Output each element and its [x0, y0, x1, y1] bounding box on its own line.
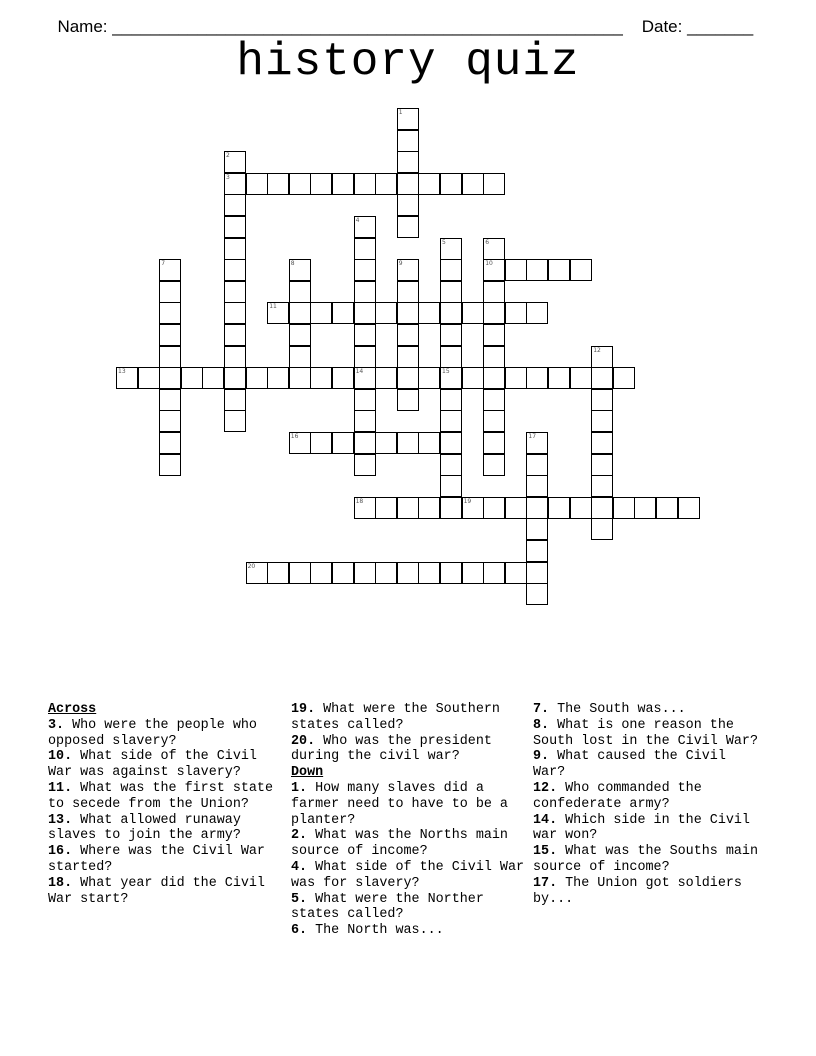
crossword-cell[interactable] — [224, 324, 246, 346]
crossword-cell[interactable] — [591, 518, 613, 540]
crossword-cell[interactable] — [354, 302, 376, 324]
crossword-cell[interactable] — [267, 302, 289, 324]
crossword-cell[interactable] — [462, 173, 484, 195]
crossword-cell[interactable] — [440, 562, 462, 584]
crossword-cell[interactable] — [591, 497, 613, 519]
clue-number: 18 — [355, 497, 364, 505]
clue-number: 3. — [48, 717, 65, 733]
crossword-cell[interactable] — [526, 259, 548, 281]
crossword-cell[interactable] — [591, 346, 613, 368]
crossword-cell[interactable] — [418, 497, 440, 519]
date-field-line[interactable]: _______ — [687, 17, 754, 36]
crossword-cell[interactable] — [354, 410, 376, 432]
name-label: Name: — [57, 17, 113, 36]
crossword-cell[interactable] — [289, 173, 311, 195]
crossword-cell[interactable] — [440, 432, 462, 454]
crossword-cell[interactable] — [332, 562, 354, 584]
down-heading: Down — [291, 765, 324, 781]
crossword-cell[interactable] — [483, 281, 505, 303]
across-clue — [48, 876, 278, 908]
crossword-cell[interactable] — [267, 367, 289, 389]
crossword-cell[interactable] — [375, 302, 397, 324]
clue-text: Who were the people who opposed slavery? — [48, 717, 257, 749]
crossword-cell[interactable] — [332, 173, 354, 195]
crossword-cell[interactable] — [656, 497, 678, 519]
clue-text: What is one reason the South lost in the Civil War? — [533, 717, 758, 749]
crossword-cell[interactable] — [332, 367, 354, 389]
crossword-cell[interactable] — [397, 108, 419, 130]
clue-text: The Union got soldiers by... — [533, 875, 742, 907]
crossword-cell[interactable] — [397, 346, 419, 368]
clue-number: 18. — [48, 875, 73, 891]
clue-text: Who was the president during the civil war? — [291, 733, 492, 765]
clue-number: 12 — [593, 346, 601, 354]
page-title: history quiz — [236, 36, 580, 88]
crossword-cell[interactable] — [397, 389, 419, 411]
crossword-cell[interactable] — [310, 173, 332, 195]
clue-number: 14. — [533, 812, 558, 828]
crossword-cell[interactable] — [354, 432, 376, 454]
crossword-cell[interactable] — [224, 346, 246, 368]
clue-text: What were the Norther states called? — [291, 891, 484, 923]
clue-text: What year did the Civil War start? — [48, 875, 265, 907]
crossword-cell[interactable] — [440, 389, 462, 411]
crossword-cell[interactable] — [375, 497, 397, 519]
across-clue — [291, 734, 526, 766]
crossword-cell[interactable] — [159, 454, 181, 476]
clue-number: 16 — [290, 433, 299, 440]
down-clue — [291, 781, 526, 828]
crossword-cell[interactable] — [548, 497, 570, 519]
crossword-cell[interactable] — [462, 562, 484, 584]
down-clue — [533, 781, 763, 813]
clue-text: What allowed runaway slaves to join the army? — [48, 812, 241, 844]
crossword-cell[interactable] — [483, 562, 505, 584]
crossword-cell[interactable] — [159, 259, 181, 281]
clue-number: 17 — [528, 433, 537, 440]
crossword-cell[interactable] — [591, 367, 613, 389]
clue-number: 11 — [269, 303, 277, 311]
crossword-cell[interactable] — [548, 367, 570, 389]
clue-text: The South was... — [549, 702, 686, 717]
crossword-cell[interactable] — [397, 497, 419, 519]
crossword-cell[interactable] — [483, 367, 505, 389]
clue-number: 2. — [291, 828, 308, 844]
crossword-cell[interactable] — [462, 367, 484, 389]
crossword-cell[interactable] — [397, 367, 419, 389]
crossword-cell[interactable] — [440, 497, 462, 519]
clue-number: 12. — [533, 780, 558, 796]
crossword-cell[interactable] — [354, 173, 376, 195]
crossword-cell[interactable] — [418, 173, 440, 195]
crossword-cell[interactable] — [505, 367, 527, 389]
crossword-cell[interactable] — [570, 259, 592, 281]
clue-number: 4. — [291, 859, 308, 875]
crossword-cell[interactable] — [440, 173, 462, 195]
crossword-cell[interactable] — [526, 540, 548, 562]
clue-number: 13. — [48, 812, 73, 828]
crossword-cell[interactable] — [310, 562, 332, 584]
clue-text: How many slaves did a farmer need to have to be a planter? — [291, 780, 508, 828]
crossword-cell[interactable] — [526, 367, 548, 389]
down-clue — [533, 876, 763, 908]
across-clue — [48, 813, 278, 845]
crossword-cell[interactable] — [591, 454, 613, 476]
clue-text: What was the Souths main source of income? — [533, 844, 759, 875]
clue-number: 6 — [485, 238, 490, 246]
crossword-cell[interactable] — [375, 173, 397, 195]
crossword-cell[interactable] — [224, 302, 246, 324]
crossword-cell[interactable] — [310, 302, 332, 324]
crossword-cell[interactable] — [483, 497, 505, 519]
clue-text: Which side in the Civil war won? — [533, 812, 750, 844]
crossword-cell[interactable] — [354, 216, 376, 238]
across-clue — [48, 718, 278, 750]
clue-number: 14 — [355, 368, 364, 376]
across-clue — [48, 781, 278, 813]
crossword-cell[interactable] — [354, 454, 376, 476]
crossword-cell[interactable] — [246, 367, 268, 389]
crossword-cell[interactable] — [440, 302, 462, 324]
clue-column-2 — [291, 702, 526, 939]
crossword-cell[interactable] — [246, 173, 268, 195]
crossword-cell[interactable] — [613, 497, 635, 519]
crossword-cell[interactable] — [526, 583, 548, 605]
crossword-cell[interactable] — [418, 432, 440, 454]
crossword-cell[interactable] — [332, 432, 354, 454]
clue-number: 17. — [533, 875, 558, 891]
crossword-cell[interactable] — [159, 367, 181, 389]
clue-text: What were the Southern states called? — [291, 702, 500, 733]
down-clue — [291, 923, 526, 939]
crossword-cell[interactable] — [505, 302, 527, 324]
crossword-cell[interactable] — [440, 367, 462, 389]
crossword-cell[interactable] — [591, 389, 613, 411]
crossword-cell[interactable] — [289, 432, 311, 454]
crossword-cell[interactable] — [526, 497, 548, 519]
crossword-cell[interactable] — [202, 367, 224, 389]
name-field-line[interactable]: ______________________________________________________ — [112, 17, 623, 36]
crossword-cell[interactable] — [526, 518, 548, 540]
crossword-cell[interactable] — [418, 367, 440, 389]
crossword-cell[interactable] — [418, 562, 440, 584]
crossword-cell[interactable] — [397, 130, 419, 152]
clue-number: 19. — [291, 702, 316, 717]
down-clue — [533, 702, 763, 718]
clue-number: 5. — [291, 891, 308, 907]
clue-text: What was the Norths main source of income? — [291, 828, 508, 860]
crossword-cell[interactable] — [505, 497, 527, 519]
crossword-cell[interactable] — [159, 389, 181, 411]
crossword-cell[interactable] — [440, 324, 462, 346]
crossword-cell[interactable] — [526, 454, 548, 476]
crossword-cell[interactable] — [354, 259, 376, 281]
crossword-cell[interactable] — [397, 173, 419, 195]
crossword-cell[interactable] — [397, 302, 419, 324]
across-heading: Across — [48, 702, 97, 717]
crossword-cell[interactable] — [224, 194, 246, 216]
crossword-cell[interactable] — [138, 367, 160, 389]
clue-number: 19 — [463, 497, 472, 505]
crossword-cell[interactable] — [440, 454, 462, 476]
crossword-cell[interactable] — [159, 302, 181, 324]
crossword-cell[interactable] — [483, 432, 505, 454]
crossword-cell[interactable] — [483, 389, 505, 411]
crossword-cell[interactable] — [354, 389, 376, 411]
crossword-cell[interactable] — [224, 238, 246, 260]
crossword-cell[interactable] — [375, 562, 397, 584]
crossword-cell[interactable] — [354, 367, 376, 389]
crossword-cell[interactable] — [397, 151, 419, 173]
crossword-cell[interactable] — [440, 410, 462, 432]
clue-number: 8 — [290, 260, 295, 268]
clue-number: 9. — [533, 749, 550, 765]
crossword-cell[interactable] — [483, 410, 505, 432]
clue-text: The North was... — [307, 923, 444, 939]
crossword-cell[interactable] — [224, 281, 246, 303]
clue-number: 13 — [118, 368, 126, 376]
crossword-cell[interactable] — [526, 302, 548, 324]
crossword-cell[interactable] — [289, 367, 311, 389]
clue-number: 6. — [291, 923, 308, 939]
crossword-cell[interactable] — [224, 173, 246, 195]
crossword-cell[interactable] — [224, 151, 246, 173]
crossword-cell[interactable] — [289, 302, 311, 324]
crossword-cell[interactable] — [354, 238, 376, 260]
crossword-cell[interactable] — [397, 259, 419, 281]
crossword-cell[interactable] — [462, 497, 484, 519]
across-clue — [291, 702, 526, 734]
down-clue — [533, 749, 763, 781]
crossword-cell[interactable] — [397, 324, 419, 346]
crossword-cell[interactable] — [289, 259, 311, 281]
clue-number: 10 — [485, 260, 493, 268]
date-label: Date: — [641, 17, 688, 36]
crossword-cell[interactable] — [224, 389, 246, 411]
crossword-cell[interactable] — [505, 259, 527, 281]
clue-number: 20. — [291, 733, 316, 749]
clue-number: 11. — [48, 780, 73, 796]
clue-text: Who commanded the confederate army? — [533, 780, 702, 812]
clue-number: 3 — [226, 173, 230, 181]
crossword-cell[interactable] — [483, 346, 505, 368]
crossword-cell[interactable] — [483, 324, 505, 346]
crossword-cell[interactable] — [224, 367, 246, 389]
crossword-cell[interactable] — [159, 324, 181, 346]
crossword-cell[interactable] — [397, 216, 419, 238]
clue-number: 1 — [398, 109, 403, 116]
down-clue — [533, 718, 763, 750]
clue-column-3 — [533, 702, 763, 907]
crossword-cell[interactable] — [224, 216, 246, 238]
crossword-cell[interactable] — [440, 238, 462, 260]
crossword-cell[interactable] — [591, 475, 613, 497]
crossword-cell[interactable] — [418, 302, 440, 324]
crossword-cell[interactable] — [483, 302, 505, 324]
clue-number: 16. — [48, 844, 73, 860]
crossword-cell[interactable] — [310, 432, 332, 454]
crossword-cell[interactable] — [397, 281, 419, 303]
crossword-cell[interactable] — [570, 367, 592, 389]
crossword-cell[interactable] — [505, 562, 527, 584]
clue-number: 10. — [48, 749, 73, 765]
crossword-cell[interactable] — [354, 562, 376, 584]
crossword-cell[interactable] — [224, 410, 246, 432]
clue-number: 2 — [226, 152, 230, 160]
crossword-cell[interactable] — [181, 367, 203, 389]
clue-text: What side of the Civil War was for slavery? — [291, 859, 525, 891]
crossword-cell[interactable] — [289, 281, 311, 303]
clue-text: What caused the Civil War? — [533, 749, 726, 781]
across-clue — [48, 844, 278, 876]
crossword-cell[interactable] — [526, 562, 548, 584]
clue-number: 20 — [247, 562, 256, 570]
clue-number: 1. — [291, 780, 308, 796]
clue-number: 4 — [355, 217, 360, 224]
clue-number: 15 — [442, 368, 450, 376]
crossword-cell[interactable] — [289, 562, 311, 584]
crossword-cell[interactable] — [440, 475, 462, 497]
clue-number: 15. — [533, 844, 558, 860]
crossword-cell[interactable] — [289, 324, 311, 346]
clue-number: 7. — [533, 702, 550, 717]
crossword-cell[interactable] — [375, 432, 397, 454]
crossword-cell[interactable] — [159, 346, 181, 368]
clue-number: 8. — [533, 717, 550, 733]
across-clue — [48, 749, 278, 781]
crossword-cell[interactable] — [397, 194, 419, 216]
crossword-cell[interactable] — [354, 281, 376, 303]
crossword-cell[interactable] — [159, 432, 181, 454]
crossword-cell[interactable] — [289, 346, 311, 368]
clue-text: What side of the Civil War was against slavery? — [48, 749, 257, 781]
crossword-cell[interactable] — [483, 238, 505, 260]
clue-column-1 — [48, 702, 278, 907]
clue-number: 5 — [442, 238, 446, 246]
crossword-cell[interactable] — [332, 302, 354, 324]
crossword-cell[interactable] — [310, 367, 332, 389]
crossword-cell[interactable] — [397, 432, 419, 454]
crossword-cell[interactable] — [397, 562, 419, 584]
crossword-cell[interactable] — [613, 367, 635, 389]
crossword-cell[interactable] — [591, 432, 613, 454]
down-clue — [533, 813, 763, 845]
clue-text: Where was the Civil War started? — [48, 844, 265, 875]
crossword-cell[interactable] — [570, 497, 592, 519]
crossword-cell[interactable] — [354, 497, 376, 519]
crossword-cell[interactable] — [354, 346, 376, 368]
crossword-cell[interactable] — [246, 562, 268, 584]
crossword-cell[interactable] — [483, 454, 505, 476]
down-clue — [533, 844, 763, 876]
crossword-cell[interactable] — [483, 259, 505, 281]
crossword-cell[interactable] — [591, 410, 613, 432]
down-clue — [291, 892, 526, 924]
clue-text: What was the first state to secede from the Union? — [48, 780, 274, 812]
crossword-cell[interactable] — [116, 367, 138, 389]
down-clue — [291, 828, 526, 860]
crossword-cell[interactable] — [440, 281, 462, 303]
crossword-cell[interactable] — [483, 173, 505, 195]
crossword-cell[interactable] — [548, 259, 570, 281]
crossword-cell[interactable] — [526, 432, 548, 454]
crossword-cell[interactable] — [159, 281, 181, 303]
crossword-cell[interactable] — [526, 475, 548, 497]
crossword-cell[interactable] — [440, 346, 462, 368]
crossword-cell[interactable] — [267, 562, 289, 584]
clue-number: 9 — [398, 260, 403, 268]
crossword-cell[interactable] — [440, 259, 462, 281]
crossword-cell[interactable] — [354, 324, 376, 346]
crossword-cell[interactable] — [462, 302, 484, 324]
clue-number: 7 — [161, 260, 166, 268]
crossword-cell[interactable] — [267, 173, 289, 195]
crossword-cell[interactable] — [678, 497, 700, 519]
crossword-cell[interactable] — [224, 259, 246, 281]
down-clue — [291, 860, 526, 892]
crossword-cell[interactable] — [159, 410, 181, 432]
crossword-cell[interactable] — [375, 367, 397, 389]
crossword-cell[interactable] — [634, 497, 656, 519]
